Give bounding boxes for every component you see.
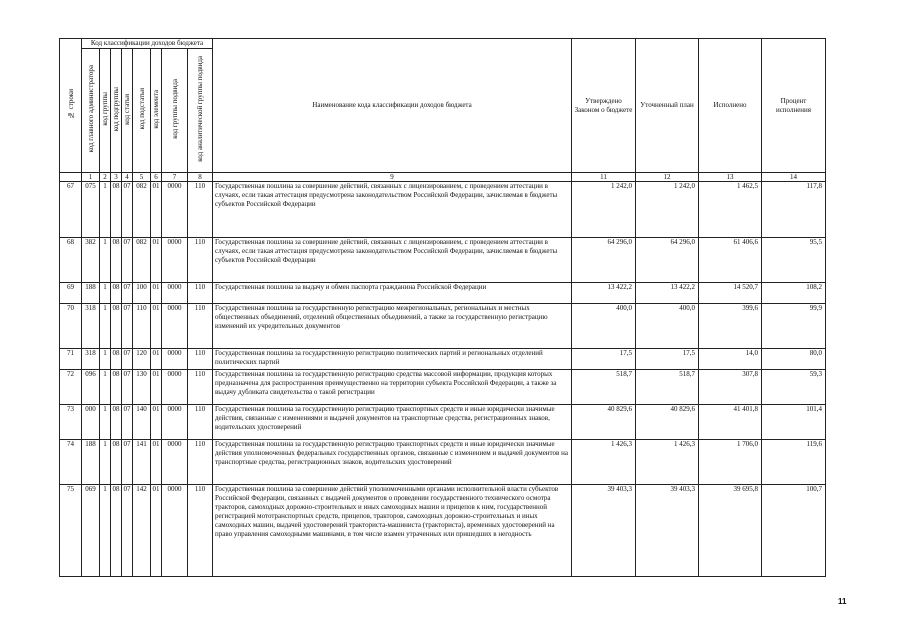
admin-code: 075 [82, 182, 100, 238]
table-row [60, 238, 826, 283]
program-code: 0000 [162, 283, 188, 304]
subgroup-code: 08 [111, 440, 122, 485]
revised-amount: 40 829,6 [636, 405, 699, 440]
revised-amount: 518,7 [636, 370, 699, 405]
header-classification-group: Код классификации доходов бюджета [82, 39, 213, 49]
admin-code: 096 [82, 370, 100, 405]
revenue-name: Государственная пошлина за совершение действий уполномоченными органами исполнительной власти субъектов Российской Федерации, связанных с выдачей документов о проведении государственного технического осмотра тракторов, самоходных дорожно-строительных и иных самоходных машин и прицепов к ним, государственной регистрацией мототранспортных средств, прицепов, тракторов, самоходных дорожно-строительных и иных самоходных машин, выдачей удостоверений тракториста-машиниста (тракториста), временных удостоверений на право управления самоходными машинами, в том числе взамен утраченных или пришедших в негодность [213, 485, 572, 577]
header-subgroup-code: код подгруппы [111, 49, 122, 173]
admin-code: 000 [82, 405, 100, 440]
column-number: 8 [188, 173, 213, 182]
admin-code: 318 [82, 304, 100, 349]
approved-amount: 1 426,3 [572, 440, 636, 485]
table-row [60, 370, 826, 405]
row-number: 68 [60, 238, 82, 283]
executed-amount: 14 520,7 [699, 283, 762, 304]
revenue-name: Государственная пошлина за государственную регистрацию межрегиональных, региональных и местных общественных объединений, отделений общественных объединений, а также за государственную регистрацию изменений их учредительных документов [213, 304, 572, 349]
header-admin-code: код главного администратора [82, 49, 100, 173]
element-code: 01 [151, 304, 162, 349]
revised-amount: 400,0 [636, 304, 699, 349]
admin-code: 382 [82, 238, 100, 283]
subarticle-code: 100 [133, 283, 151, 304]
subgroup-code: 08 [111, 283, 122, 304]
analytic-code: 110 [188, 370, 213, 405]
approved-amount: 13 422,2 [572, 283, 636, 304]
element-code: 01 [151, 405, 162, 440]
subarticle-code: 110 [133, 304, 151, 349]
page-number: 11 [838, 597, 847, 606]
subgroup-code: 08 [111, 405, 122, 440]
column-number: 4 [122, 173, 133, 182]
approved-amount: 518,7 [572, 370, 636, 405]
program-code: 0000 [162, 440, 188, 485]
row-number: 70 [60, 304, 82, 349]
subarticle-code: 140 [133, 405, 151, 440]
admin-code: 188 [82, 283, 100, 304]
executed-amount: 39 695,8 [699, 485, 762, 577]
admin-code: 188 [82, 440, 100, 485]
column-number: 9 [213, 173, 572, 182]
revised-amount: 13 422,2 [636, 283, 699, 304]
header-row-number: № строки [60, 39, 82, 173]
revenue-name: Государственная пошлина за государственную регистрацию средства массовой информации, продукция которых предназначена для распространения преимущественно на территории субъекта Российской Федерации, а также за выдачу дубликата свидетельства о такой регистрации [213, 370, 572, 405]
percent-executed: 100,7 [762, 485, 826, 577]
header-percent: Процент исполнения [762, 39, 826, 173]
program-code: 0000 [162, 182, 188, 238]
header-approved: Утверждено Законом о бюджете [572, 39, 636, 173]
table-row [60, 440, 826, 485]
table-row [60, 349, 826, 370]
percent-executed: 99,9 [762, 304, 826, 349]
row-number: 67 [60, 182, 82, 238]
column-number [60, 173, 82, 182]
revenue-name: Государственная пошлина за государственную регистрацию транспортных средств и иные юридически значимые действия уполномоченных федеральных государственных органов, связанные с изменением и выдачей документов на транспортные средства, регистрационных знаков, водительских удостоверений [213, 440, 572, 485]
group-code: 1 [100, 283, 111, 304]
row-number: 72 [60, 370, 82, 405]
executed-amount: 307,8 [699, 370, 762, 405]
table-row [60, 485, 826, 577]
subgroup-code: 08 [111, 182, 122, 238]
subgroup-code: 08 [111, 370, 122, 405]
executed-amount: 399,6 [699, 304, 762, 349]
article-code: 07 [122, 238, 133, 283]
budget-revenue-table [59, 38, 826, 577]
percent-executed: 117,8 [762, 182, 826, 238]
percent-executed: 101,4 [762, 405, 826, 440]
row-number: 69 [60, 283, 82, 304]
table-row [60, 405, 826, 440]
program-code: 0000 [162, 405, 188, 440]
revenue-name: Государственная пошлина за государственную регистрацию транспортных средств и иные юридически значимые действия, связанные с изменениями и выдачей документов на транспортные средства, регистрационных знаков, водительских удостоверений [213, 405, 572, 440]
analytic-code: 110 [188, 283, 213, 304]
element-code: 01 [151, 238, 162, 283]
revised-amount: 17,5 [636, 349, 699, 370]
approved-amount: 400,0 [572, 304, 636, 349]
header-executed: Исполнено [699, 39, 762, 173]
column-number: 5 [133, 173, 151, 182]
percent-executed: 95,5 [762, 238, 826, 283]
column-number: 11 [572, 173, 636, 182]
group-code: 1 [100, 440, 111, 485]
column-number: 6 [151, 173, 162, 182]
header-analytic-code: код аналитической группы подвида [188, 49, 213, 173]
approved-amount: 17,5 [572, 349, 636, 370]
column-number-row [60, 173, 826, 182]
subgroup-code: 08 [111, 485, 122, 577]
revised-amount: 1 242,0 [636, 182, 699, 238]
analytic-code: 110 [188, 405, 213, 440]
executed-amount: 41 401,8 [699, 405, 762, 440]
group-code: 1 [100, 304, 111, 349]
analytic-code: 110 [188, 440, 213, 485]
percent-executed: 59,3 [762, 370, 826, 405]
program-code: 0000 [162, 238, 188, 283]
element-code: 01 [151, 182, 162, 238]
row-number: 73 [60, 405, 82, 440]
analytic-code: 110 [188, 485, 213, 577]
subgroup-code: 08 [111, 304, 122, 349]
analytic-code: 110 [188, 349, 213, 370]
group-code: 1 [100, 405, 111, 440]
article-code: 07 [122, 485, 133, 577]
percent-executed: 119,6 [762, 440, 826, 485]
column-number: 3 [111, 173, 122, 182]
header-name: Наименование кода классификации доходов бюджета [213, 39, 572, 173]
revenue-name: Государственная пошлина за государственную регистрацию политических партий и региональных отделений политических партий [213, 349, 572, 370]
column-number: 13 [699, 173, 762, 182]
revised-amount: 64 296,0 [636, 238, 699, 283]
approved-amount: 39 403,3 [572, 485, 636, 577]
table-row [60, 283, 826, 304]
executed-amount: 14,0 [699, 349, 762, 370]
header-program-code: код группы подвида [162, 49, 188, 173]
row-number: 75 [60, 485, 82, 577]
analytic-code: 110 [188, 304, 213, 349]
article-code: 07 [122, 182, 133, 238]
table-row [60, 304, 826, 349]
subarticle-code: 141 [133, 440, 151, 485]
subarticle-code: 082 [133, 182, 151, 238]
article-code: 07 [122, 349, 133, 370]
subgroup-code: 08 [111, 238, 122, 283]
approved-amount: 40 829,6 [572, 405, 636, 440]
element-code: 01 [151, 370, 162, 405]
article-code: 07 [122, 283, 133, 304]
row-number: 71 [60, 349, 82, 370]
header-element-code: код элемента [151, 49, 162, 173]
subarticle-code: 082 [133, 238, 151, 283]
revenue-name: Государственная пошлина за совершение действий, связанных с лицензированием, с проведением аттестации в случаях, если такая аттестация предусмотрена законодательством Российской Федерации, зачисляемая в бюджеты субъектов Российской Федерации [213, 182, 572, 238]
group-code: 1 [100, 349, 111, 370]
header-subarticle-code: код подстатьи [133, 49, 151, 173]
article-code: 07 [122, 405, 133, 440]
program-code: 0000 [162, 304, 188, 349]
executed-amount: 1 706,0 [699, 440, 762, 485]
column-number: 12 [636, 173, 699, 182]
group-code: 1 [100, 238, 111, 283]
article-code: 07 [122, 304, 133, 349]
column-number: 1 [82, 173, 100, 182]
program-code: 0000 [162, 485, 188, 577]
program-code: 0000 [162, 370, 188, 405]
subarticle-code: 142 [133, 485, 151, 577]
group-code: 1 [100, 485, 111, 577]
header-article-code: код статьи [122, 49, 133, 173]
admin-code: 069 [82, 485, 100, 577]
analytic-code: 110 [188, 182, 213, 238]
element-code: 01 [151, 440, 162, 485]
subarticle-code: 120 [133, 349, 151, 370]
approved-amount: 64 296,0 [572, 238, 636, 283]
revised-amount: 39 403,3 [636, 485, 699, 577]
executed-amount: 61 406,6 [699, 238, 762, 283]
header-group-code: код группы [100, 49, 111, 173]
revenue-name: Государственная пошлина за выдачу и обмен паспорта гражданина Российской Федерации [213, 283, 572, 304]
revised-amount: 1 426,3 [636, 440, 699, 485]
element-code: 01 [151, 349, 162, 370]
header-revised: Уточненный план [636, 39, 699, 173]
subarticle-code: 130 [133, 370, 151, 405]
group-code: 1 [100, 370, 111, 405]
analytic-code: 110 [188, 238, 213, 283]
group-code: 1 [100, 182, 111, 238]
admin-code: 318 [82, 349, 100, 370]
column-number: 14 [762, 173, 826, 182]
percent-executed: 80,0 [762, 349, 826, 370]
element-code: 01 [151, 485, 162, 577]
program-code: 0000 [162, 349, 188, 370]
row-number: 74 [60, 440, 82, 485]
approved-amount: 1 242,0 [572, 182, 636, 238]
executed-amount: 1 462,5 [699, 182, 762, 238]
article-code: 07 [122, 440, 133, 485]
table-row [60, 182, 826, 238]
subgroup-code: 08 [111, 349, 122, 370]
column-number: 2 [100, 173, 111, 182]
percent-executed: 108,2 [762, 283, 826, 304]
column-number: 7 [162, 173, 188, 182]
element-code: 01 [151, 283, 162, 304]
article-code: 07 [122, 370, 133, 405]
revenue-name: Государственная пошлина за совершение действий, связанных с лицензированием, с проведением аттестации в случаях, если такая аттестация предусмотрена законодательством Российской Федерации, зачисляемая в бюджеты субъектов Российской Федерации [213, 238, 572, 283]
